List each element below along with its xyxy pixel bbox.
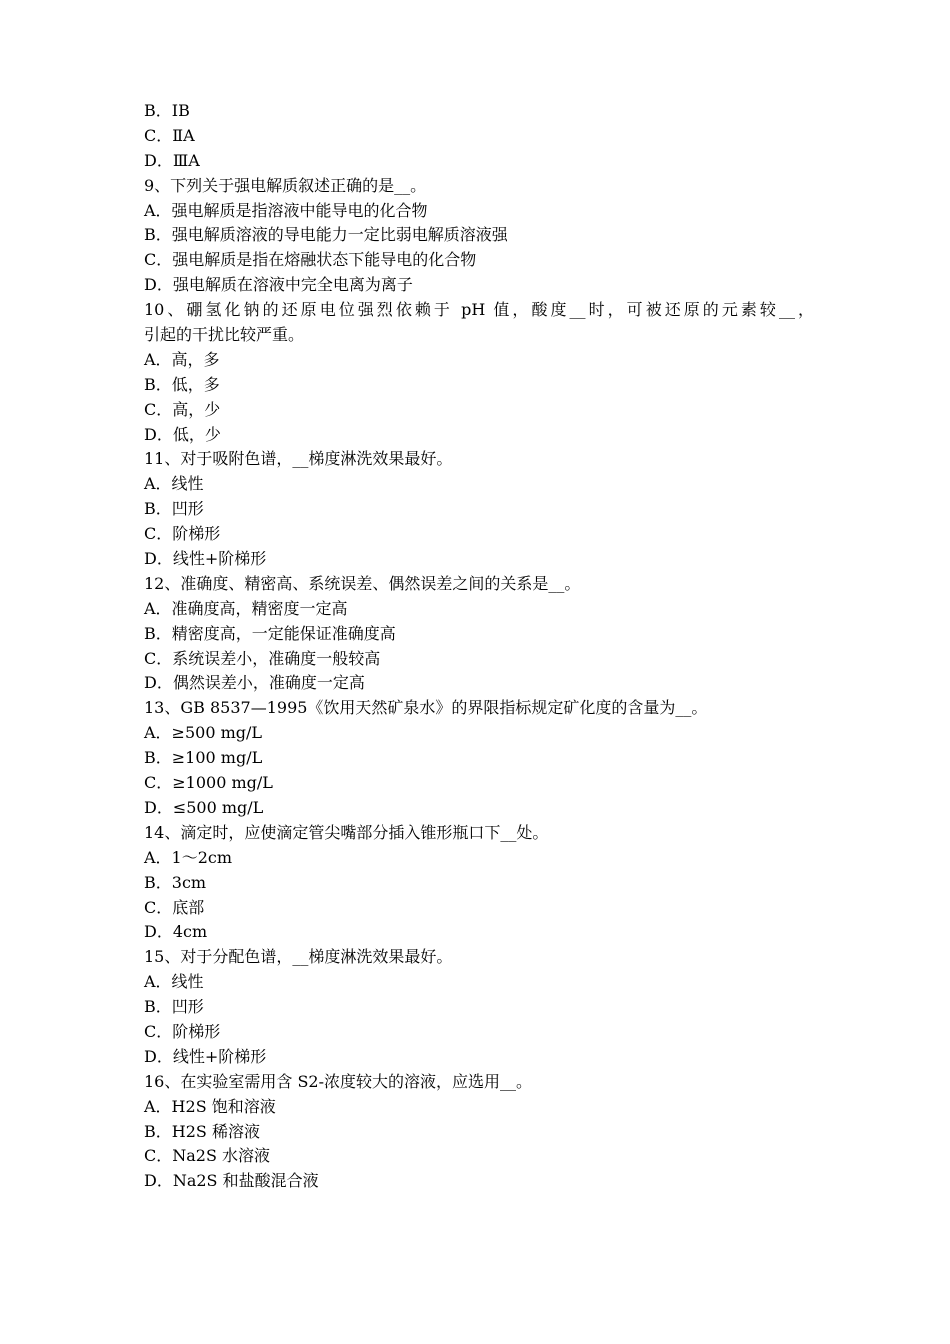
answer-option: A．1～2cm [144,847,233,867]
answer-option: C．系统误差小，准确度一般较高 [144,648,381,668]
answer-option: A．准确度高，精密度一定高 [144,598,348,618]
answer-option: A．≥500 mg/L [144,723,263,743]
question-stem: 12、准确度、精密高、系统误差、偶然误差之间的关系是__。 [144,573,581,593]
answer-option: C．阶梯形 [144,524,221,544]
question-stem: 11、对于吸附色谱，__梯度淋洗效果最好。 [144,449,453,469]
answer-option: B．凹形 [144,499,204,519]
answer-option: D．ⅢA [144,150,200,170]
answer-option: B．H2S 稀溶液 [144,1121,260,1141]
answer-option: B．3cm [144,872,207,892]
answer-option: B．ⅠB [144,101,190,120]
answer-option: A．H2S 饱和溶液 [144,1096,276,1116]
question-stem: 9、下列关于强电解质叙述正确的是__。 [144,175,427,195]
answer-option: C．高，少 [144,399,221,419]
document-page [144,99,814,1194]
question-stem: 13、GB 8537—1995《饮用天然矿泉水》的界限指标规定矿化度的含量为__。 [144,698,708,718]
question-stem-continuation: 引起的干扰比较严重。 [144,325,305,345]
answer-option: B．低，多 [144,374,220,394]
answer-option: D．线性+阶梯形 [144,549,267,569]
answer-option: D．低，少 [144,424,221,444]
answer-option: A．高，多 [144,349,220,369]
question-stem: 15、对于分配色谱，__梯度淋洗效果最好。 [144,947,453,967]
answer-option: C．Na2S 水溶液 [144,1146,271,1166]
answer-option: C．底部 [144,897,205,917]
answer-option: B．精密度高，一定能保证准确度高 [144,623,396,643]
answer-option: C．阶梯形 [144,1021,221,1041]
answer-option: D．Na2S 和盐酸混合液 [144,1171,319,1191]
answer-option: B．凹形 [144,997,204,1017]
answer-option: C．ⅡA [144,125,195,145]
answer-option: B．≥100 mg/L [144,748,263,768]
answer-option: A．线性 [144,972,204,992]
answer-option: D．强电解质在溶液中完全电离为离子 [144,275,413,295]
question-stem: 10、硼氢化钠的还原电位强烈依赖于 pH 值，酸度__时，可被还原的元素较__， [144,300,814,320]
answer-option: A．强电解质是指溶液中能导电的化合物 [144,200,428,220]
answer-option: D．线性+阶梯形 [144,1046,267,1066]
answer-option: D．≤500 mg/L [144,797,264,817]
question-stem: 16、在实验室需用含 S2-浓度较大的溶液，应选用__。 [144,1071,532,1091]
question-stem: 14、滴定时，应使滴定管尖嘴部分插入锥形瓶口下__处。 [144,822,549,842]
answer-option: C．≥1000 mg/L [144,773,273,793]
answer-option: D．偶然误差小，准确度一定高 [144,673,365,693]
answer-option: D．4cm [144,922,208,942]
answer-option: C．强电解质是指在熔融状态下能导电的化合物 [144,250,477,270]
answer-option: B．强电解质溶液的导电能力一定比弱电解质溶液强 [144,225,508,245]
answer-option: A．线性 [144,474,204,494]
